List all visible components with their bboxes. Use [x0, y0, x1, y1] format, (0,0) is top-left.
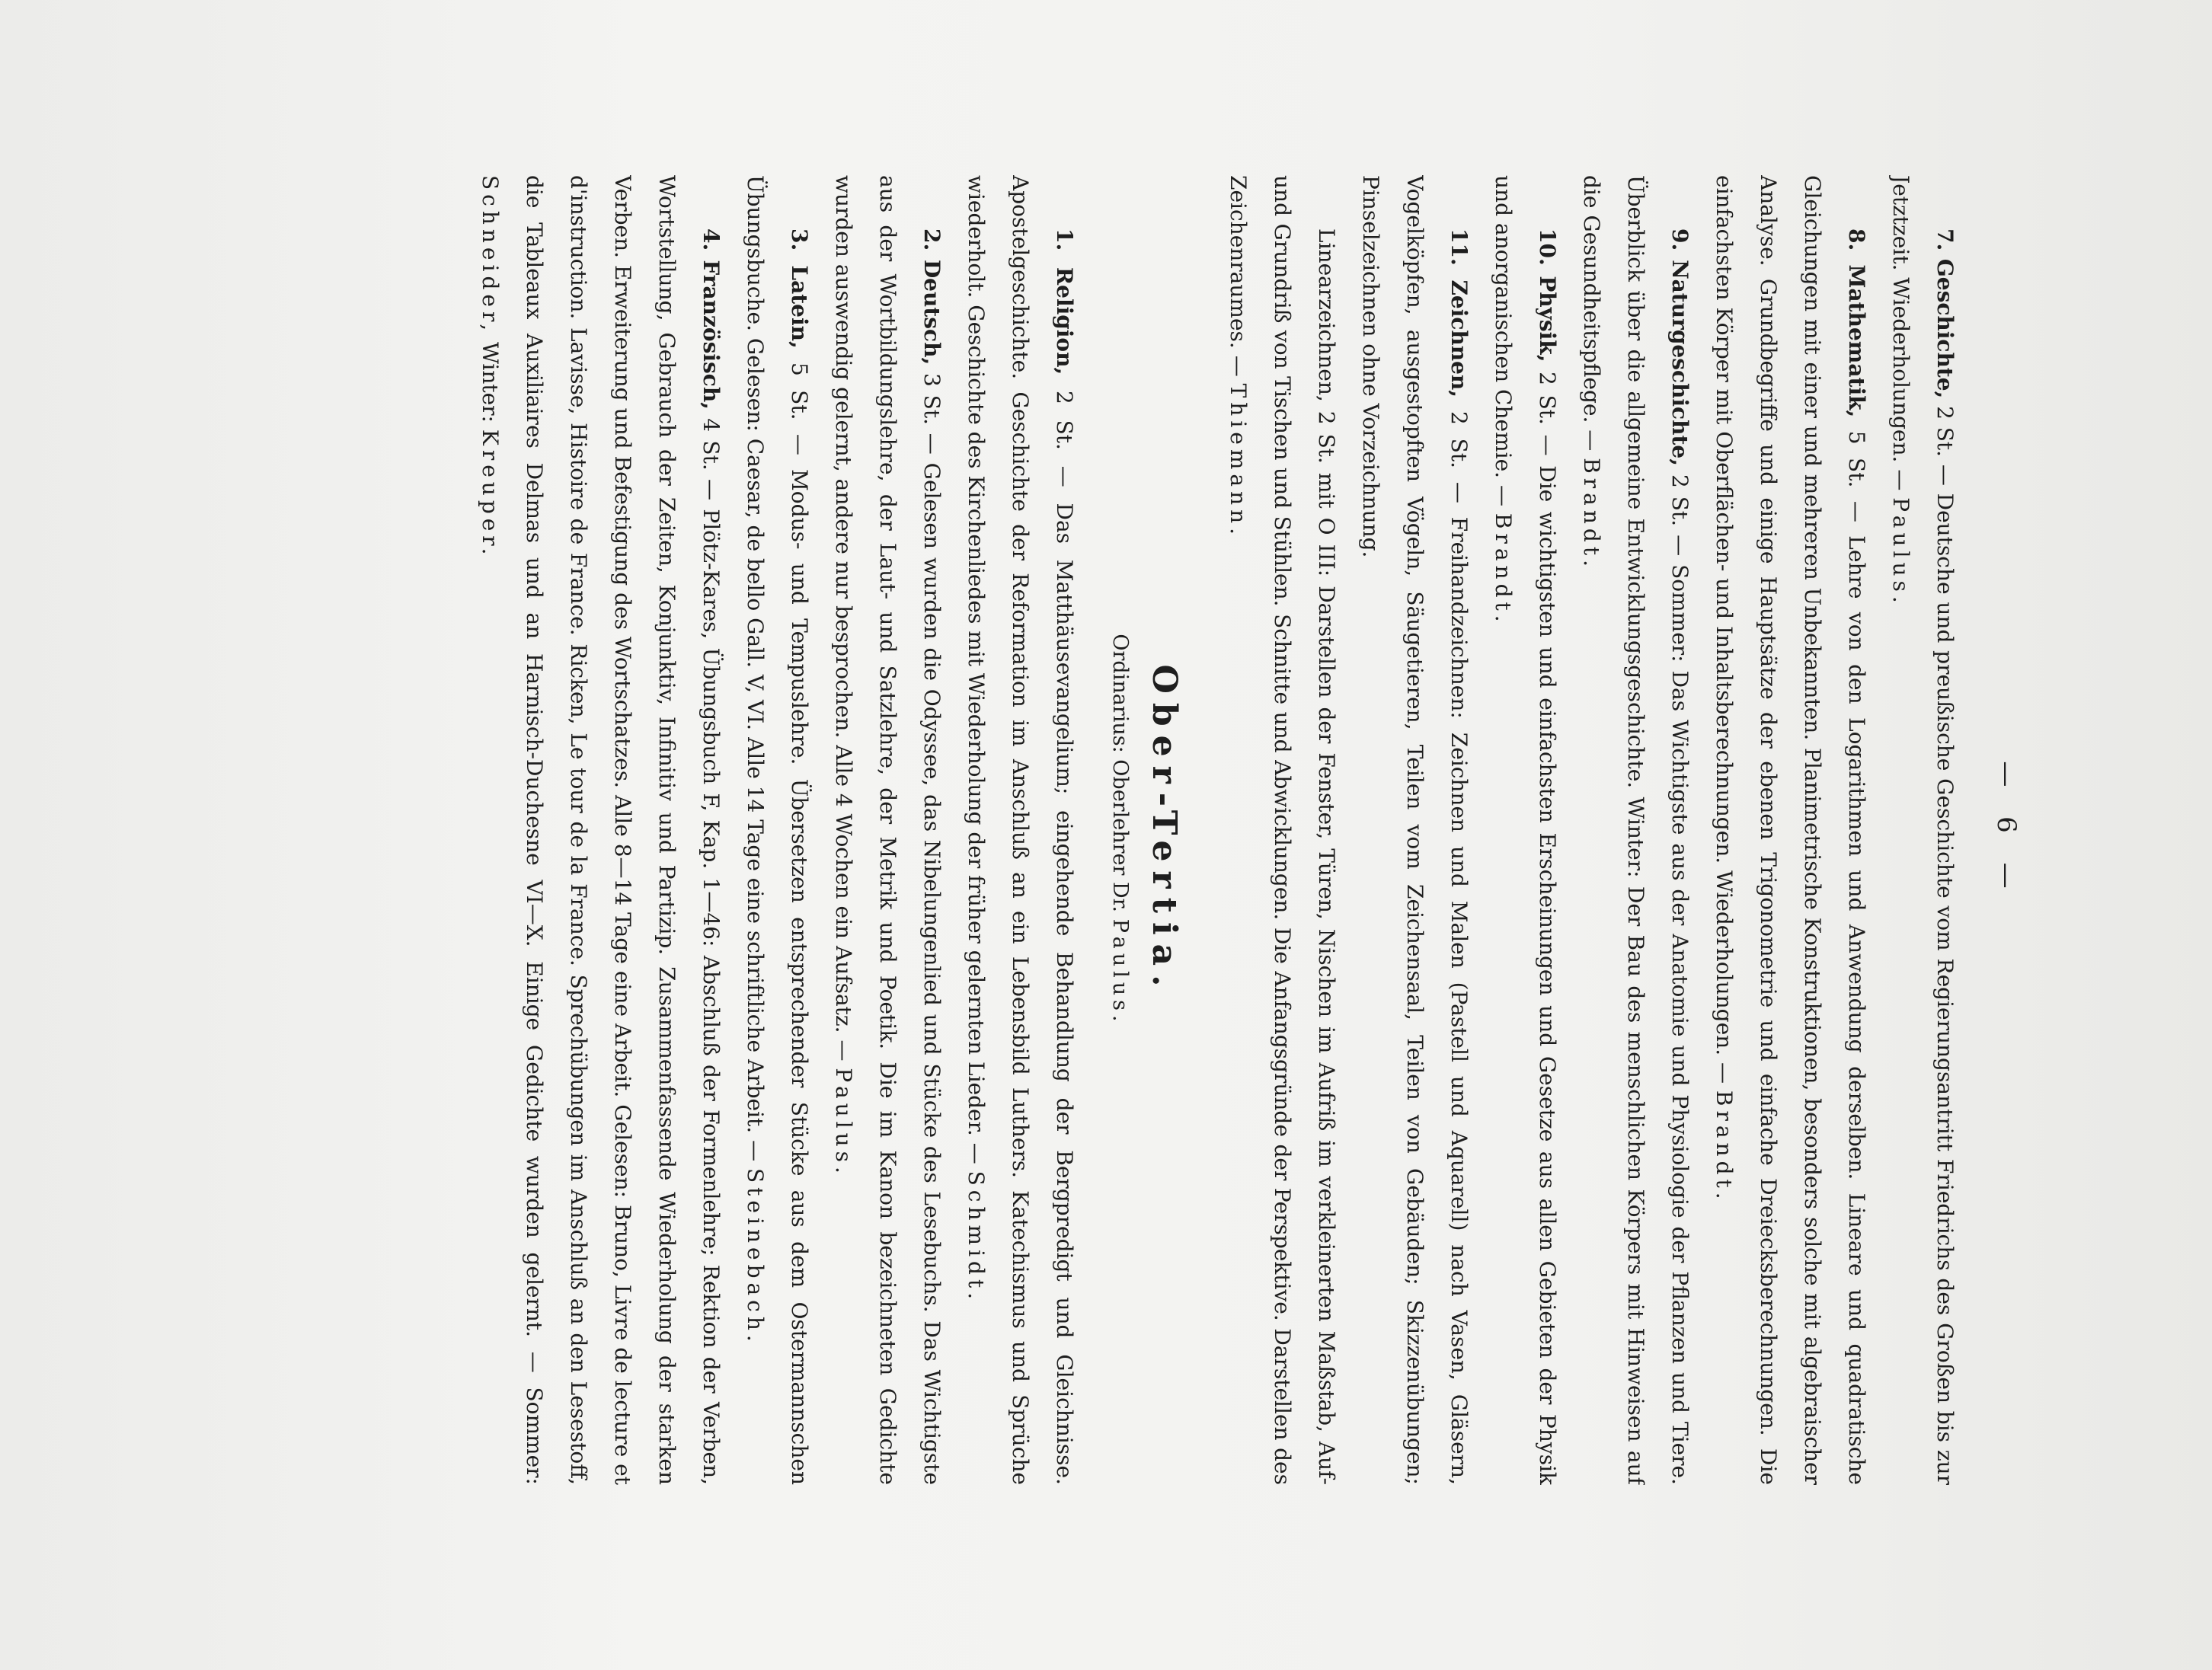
paragraph-religion	[954, 175, 1086, 1485]
paragraph-linearzeichnen	[1216, 175, 1348, 1485]
subject-heading: 4. Französisch,	[698, 228, 724, 410]
subject-heading: 7. Geschichte,	[1932, 228, 1958, 399]
teacher-name: Brandt.	[1491, 512, 1516, 627]
teacher-name-2: Kreuper.	[478, 429, 503, 560]
teacher-name: Brandt.	[1579, 458, 1604, 571]
paragraph-physik	[1481, 175, 1569, 1485]
subject-heading: 10. Physik,	[1535, 228, 1560, 362]
paragraph-mathematik	[1702, 175, 1878, 1485]
paragraph-body: 3 St. — Gelesen wurden die Odyssee, das Nibelungenlied und Stücke des Lesebuchs. Das Wichtigste aus der Wortbildungslehre, der Laut- und Satzlehre, der Metrik und Poetik. Die im Kanon bezeichneten Gedichte wurden auswendig gelernt, andere nur besprochen. Alle 4 Wochen ein Aufsatz. —	[831, 175, 945, 1485]
paragraph-body: 2 St. — Freihandzeichnen: Zeichnen und Malen (Pastell und Aquarell) nach Vasen, Gläsern, Vogelköpfen, ausgestopften Vögeln, Säugetieren, Teilen vom Zeichensaal, Teilen von Gebäuden; Skizzenübungen; Pinselzeichnen ohne Vorzeichnung.	[1358, 175, 1472, 1485]
teacher-name: Paulus.	[1108, 918, 1132, 1027]
paragraph-body: Linearzeichnen, 2 St. mit O III: Darstellen der Fenster, Türen, Nischen im Aufriß im verkleinerten Maßstab, Auf- und Grundriß von Tischen und Stühlen. Schnitte und Abwicklungen. Die Anfangsgründe der Perspektive. Darstellen des Zeichenraumes. —	[1226, 175, 1339, 1485]
subject-heading: 3. Latein,	[787, 228, 812, 349]
teacher-name: Schmidt.	[964, 1170, 989, 1304]
page-text-block	[186, 175, 2029, 1485]
section-subtitle	[1100, 175, 1140, 1485]
teacher-name: Schneider,	[478, 175, 503, 336]
subject-heading: 2. Deutsch,	[919, 228, 945, 366]
teacher-name: Paulus.	[1888, 497, 1913, 608]
paragraph-body: 2 St. — Deutsche und preußische Geschichte vom Regierungsantritt Friedrichs des Großen bis zur Jetztzeit. Wiederholungen. —	[1888, 175, 1958, 1485]
paragraph-naturgeschichte	[1569, 175, 1702, 1485]
paragraph-body: 2 St. — Sommer: Das Wichtigste aus der Anatomie und Physiologie der Pflanzen und Tiere. Überblick über die allgemeine Entwicklungsgeschichte. Winter: Der Bau des menschlichen Körpers mit Hinweisen auf die Gesundheitspflege. —	[1579, 175, 1693, 1485]
paragraph-body: 5 St. — Modus- und Tempuslehre. Übersetzen entsprechender Stücke aus dem Ostermannschen Übungsbuche. Gelesen: Caesar, de bello Gall. V, VI. Alle 14 Tage eine schriftliche Arbeit. —	[743, 175, 812, 1485]
paragraph-zeichnen	[1348, 175, 1481, 1485]
section-title: Ober-Tertia.	[1145, 664, 1184, 996]
subject-heading: 8. Mathematik,	[1844, 228, 1869, 418]
page-number: — 6 —	[1991, 761, 2022, 899]
paragraph-body: 5 St. — Lehre von den Logarithmen und Anwendung derselben. Lineare und quadratische Gleichungen mit einer und mehreren Unbekannten. Planimetrische Konstruktionen, besonders solche mit algebraischer Analyse. Grundbegriffe und einige Hauptsätze der ebenen Trigonometrie und einfache Dreiecksberechnungen. Die einfachsten Körper mit Oberflächen- und Inhaltsberechnungen. Wiederholungen. —	[1712, 175, 1869, 1485]
subject-heading: 1. Religion,	[1052, 228, 1077, 375]
paragraph-franzoesisch	[468, 175, 733, 1485]
paragraph-latein	[733, 175, 821, 1485]
paragraph-body: 4 St. — Plötz-Kares, Übungsbuch F, Kap. 1—46: Abschluß der Formenlehre; Rektion der Verben, Wortstellung, Gebrauch der Zeiten, Konjunktiv, Infinitiv und Partizip. Zusammenfassende Wiederholung der starken Verben. Erweiterung und Befestigung des Wortschatzes. Alle 8—14 Tage eine Arbeit. Gelesen: Bruno, Livre de lecture et d'instruction. Lavisse, Histoire de France. Ricken, Le tour de la France. Sprechübungen im Anschluß an den Lesestoff, die Tableaux Auxiliaires Delmas und an Harnisch-Duchesne VI—X. Einige Gedichte wurden gelernt. — Sommer:	[522, 175, 724, 1485]
teacher-name: Thiemann.	[1226, 383, 1251, 540]
paragraph-body: 2 St. — Die wichtigsten und einfachsten Erscheinungen und Gesetze aus allen Gebieten der Physik und anorganischen Chemie. —	[1491, 175, 1560, 1485]
paragraph-body: 2 St. — Das Matthäusevangelium; eingehende Behandlung der Bergpredigt und Gleichnisse. Apostelgeschichte. Geschichte der Reformation im Anschluß an ein Lebensbild Luthers. Katechismus und Sprüche wiederholt. Geschichte des Kirchenliedes mit Wiederholung der früher gelernten Lieder. —	[964, 175, 1077, 1485]
teacher-name: Paulus.	[831, 1068, 856, 1178]
teacher-name: Brandt.	[1712, 1090, 1737, 1204]
subject-heading: 9. Naturgeschichte,	[1667, 228, 1693, 466]
paragraph-geschichte	[1878, 175, 1967, 1485]
teacher-name: Steinebach.	[743, 1168, 768, 1346]
paragraph-deutsch	[821, 175, 954, 1485]
ordinarius-label: Ordinarius: Oberlehrer Dr.	[1108, 634, 1132, 913]
subject-heading: 11. Zeichnen,	[1446, 228, 1472, 398]
paragraph-body-continued: Winter:	[478, 342, 503, 423]
